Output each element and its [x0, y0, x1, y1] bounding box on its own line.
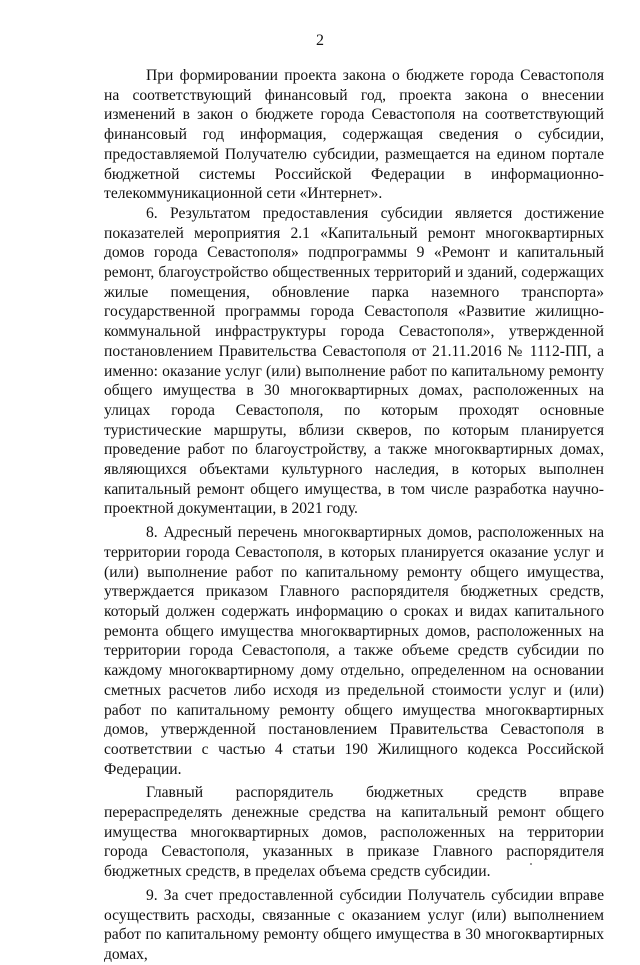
page-number: 2 — [316, 32, 324, 49]
paragraph-8-address-list: 8. Адресный перечень многоквартирных домов, расположенных на территории города Севастополя, в которых планируется оказание услуг и (или) выполнение работ по капитальному ремонту общего имущества, утверждается приказом Главного распорядителя бюджетных средств, который должен содержать информацию о сроках и видах капитального ремонта общего имущества многоквартирных домов, расположенных на территории города Севастополя, а также объеме средств субсидии по каждому многоквартирному дому отдельно, определенном на основании сметных расчетов либо исходя из предельной стоимости услуг и (или) работ по капитальному ремонту общего имущества многоквартирных домов, утвержденной постановлением Правительства Севастополя в соответствии с частью 4 статьи 190 Жилищного кодекса Российской Федерации. — [104, 524, 604, 778]
paragraph-6-subsidy-result: 6. Результатом предоставления субсидии является достижение показателей мероприятия 2.1 «Капитальный ремонт многоквартирных домов города Севастополя» подпрограммы 9 «Ремонт и капитальный ремонт, благоустройство общественных территорий и зданий, содержащих жилые помещения, обновление парка наземного транспорта» государственной программы города Севастополя «Развитие жилищно-коммунальной инфраструктуры города Севастополя», утвержденной постановлением Правительства Севастополя от 21.11.2016 № 1112-ПП, а именно: оказание услуг (или) выполнение работ по капитальному ремонту общего имущества в 30 многоквартирных домах, расположенных на улицах города Севастополя, по которым проходят основные туристические маршруты, вблизи скверов, по которым планируется проведение работ по благоустройству, а также многоквартирных домах, являющихся объектами культурного наследия, в которых выполнен капитальный ремонт общего имущества, в том числе разработка научно-проектной документации, в 2021 году. — [104, 204, 604, 518]
paragraph-budget-law-info: При формировании проекта закона о бюджете города Севастополя на соответствующий финансовый год, проекта закона о внесении изменений в закон о бюджете города Севастополя на соответствующий финансовый год информация, содержащая сведения о субсидии, предоставляемой Получателю субсидии, размещается на едином портале бюджетной системы Российской Федерации в информационно-телекоммуникационной сети «Интернет». — [104, 67, 604, 203]
paragraph-funds-redistribution: Главный распорядитель бюджетных средств вправе перераспределять денежные средства на капитальный ремонт общего имущества многоквартирных домов, расположенных на территории города Севастополя, указанных в приказе Главного распорядителя бюджетных средств, в пределах объема средств субсидии. — [104, 784, 604, 881]
scan-speck — [530, 863, 532, 865]
paragraph-9-expenses: 9. За счет предоставленной субсидии Получатель субсидии вправе осуществить расходы, связанные с оказанием услуг (или) выполнением работ по капитальному ремонту общего имущества в 30 многоквартирных домах, — [104, 886, 604, 963]
